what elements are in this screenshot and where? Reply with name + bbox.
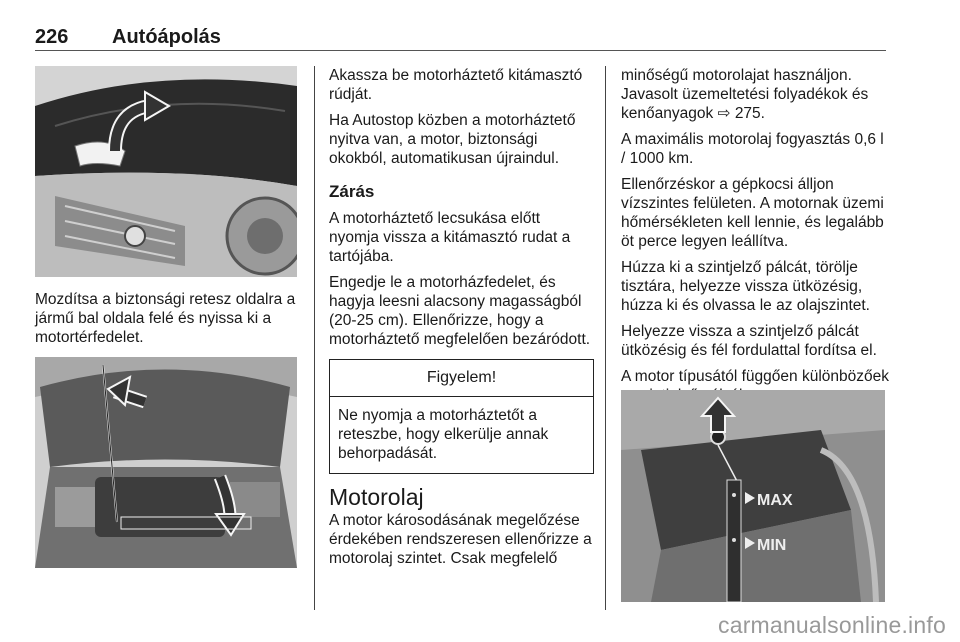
paragraph-dipstick-return: Helyezze vissza a szintjelző pálcát ütközésig és fél fordulattal fordítsa el. (621, 323, 877, 359)
paragraph-prop-rod: Akassza be motorháztető kitámasztó rúdját. (329, 67, 583, 103)
paragraph-dipstick-types: A motor típusától függően különbözőek (621, 368, 889, 385)
warning-box (329, 359, 594, 474)
dipstick-illustration (621, 390, 885, 602)
dipstick-max-label: MAX (757, 492, 793, 509)
paragraph-dipstick-read: Húzza ki a szintjelző pálcát, törölje tisztára, helyezze vissza ütközésig, húzza ki és olvassa le az olajszintet. (621, 259, 870, 314)
paragraph-closing-1: A motorháztető lecsukása előtt nyomja vissza a kitámasztó rudat a tartójába. (329, 210, 571, 265)
hood-opening-drawing (35, 66, 297, 277)
header-rule (35, 50, 886, 51)
paragraph-autostop: Ha Autostop közben a motorháztető nyitva van, a motor, biztonsági okokból, automatikusan újraindul. (329, 112, 576, 167)
paragraph-check-conditions: Ellenőrzéskor a gépkocsi álljon vízszintes felületen. A motornak üzemi hőmérsékleten kell lennie, és legalább öt perce legyen leállítva. (621, 176, 884, 250)
heading-closing: Zárás (329, 182, 375, 201)
column-divider-1 (314, 66, 315, 610)
paragraph-oil-quality: minőségű motorolajat használjon. Javasolt üzemeltetési folyadékok és kenőanyagok ⇨ 275. (621, 67, 869, 122)
paragraph-closing-2: Engedje le a motorházfedelet, és hagyja leesni alacsony magasságból (20-25 cm). Ellenőrizze, hogy a motorháztető megfelelően bezáródott. (329, 274, 591, 348)
heading-engine-oil: Motorolaj (329, 484, 424, 510)
figure-1-caption: Mozdítsa a biztonsági retesz oldalra a jármű bal oldala felé és nyissa ki a motortérfedelet. (35, 291, 296, 346)
paragraph-oil-consumption: A maximális motorolaj fogyasztás 0,6 l / 1000 km. (621, 131, 884, 167)
site-watermark: carmanualsonline.info (718, 612, 946, 638)
column-divider-2 (605, 66, 606, 610)
warning-body: Ne nyomja a motorháztetőt a reteszbe, hogy elkerülje annak behorpadását. (338, 407, 549, 462)
page-title: Autóápolás (112, 26, 221, 48)
column-2 (329, 66, 594, 575)
hood-opening-illustration (35, 66, 297, 277)
dipstick-min-label: MIN (757, 537, 787, 554)
page-number: 226 (35, 26, 69, 48)
page-header (0, 0, 960, 52)
column-3 (621, 66, 891, 412)
dipstick-drawing (621, 390, 885, 602)
warning-title: Figyelem! (330, 360, 593, 397)
paragraph-engine-oil: A motor károsodásának megelőzése érdekében rendszeresen ellenőrizze a motorolaj szintet. Csak megfelelő (329, 512, 592, 567)
column-1 (35, 290, 300, 354)
hood-prop-rod-illustration (35, 357, 297, 568)
engine-bay-drawing (35, 357, 297, 568)
